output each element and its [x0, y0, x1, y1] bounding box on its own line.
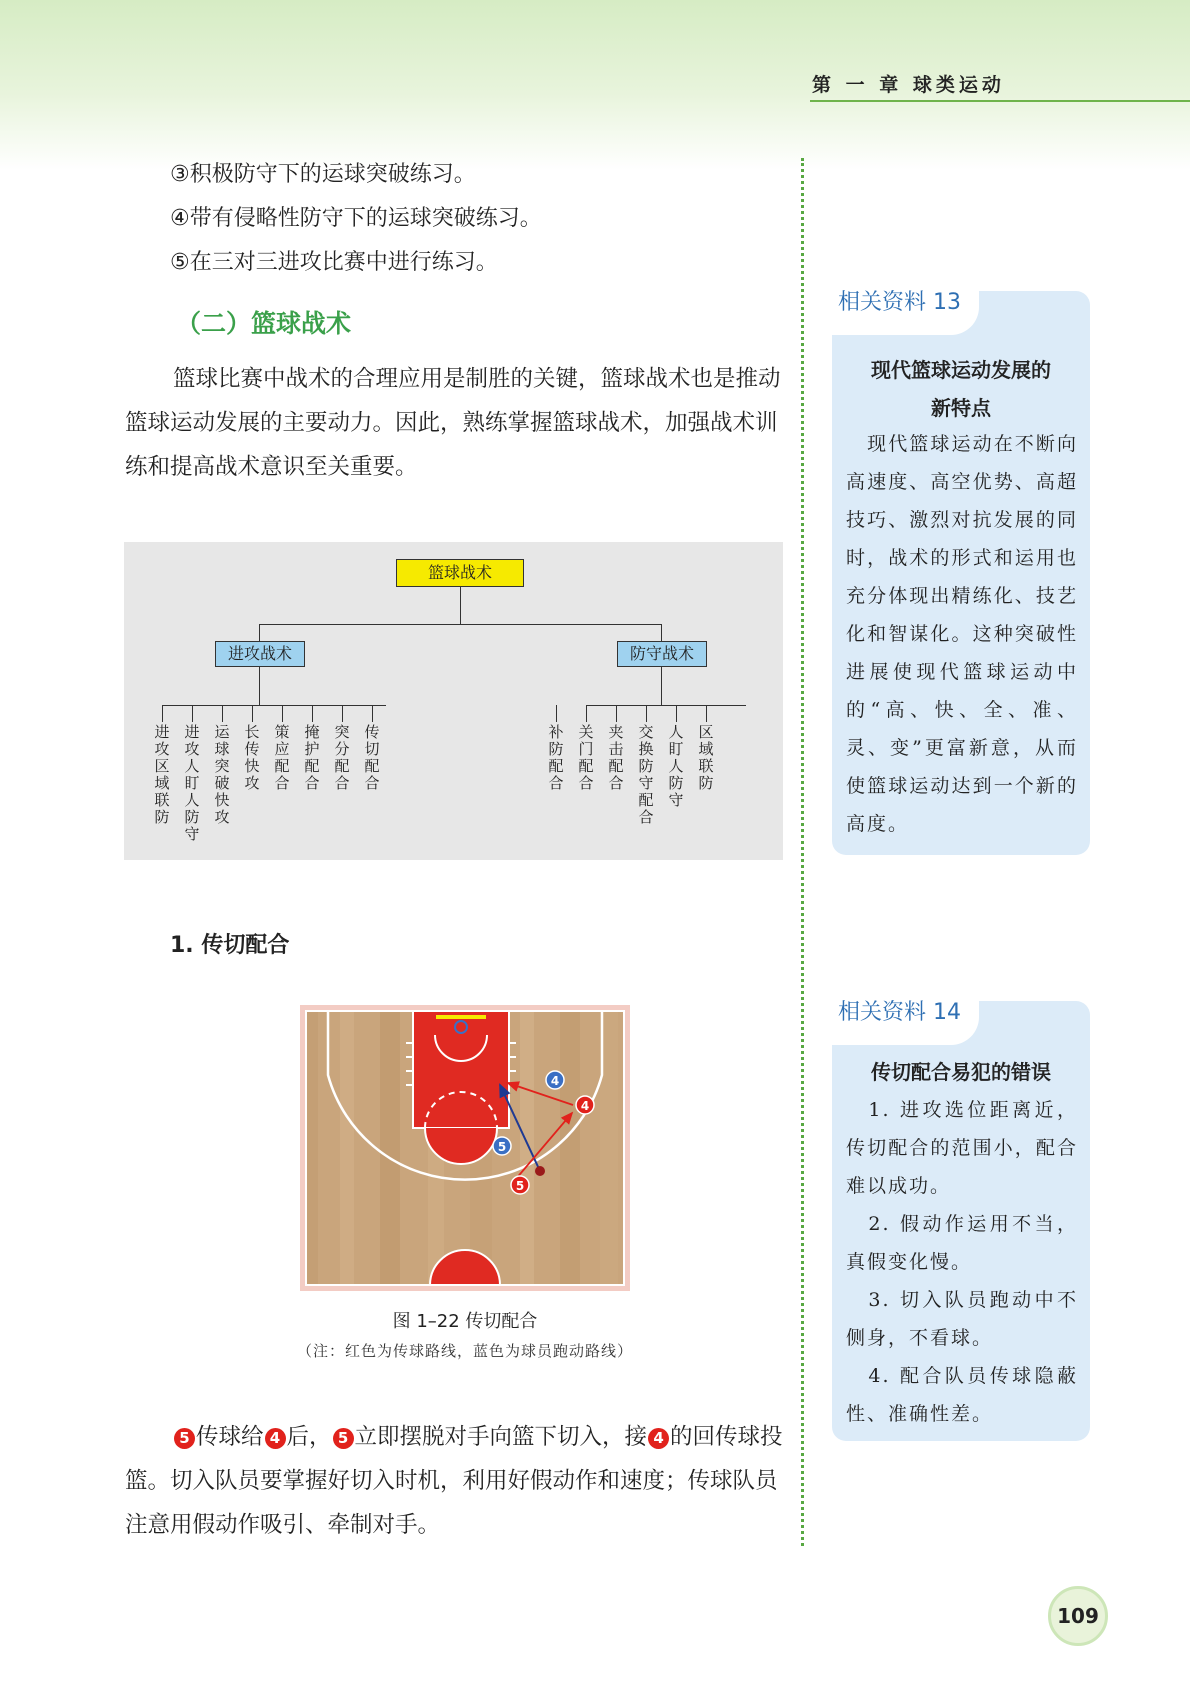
sidebar-title-14: 传切配合易犯的错误 [871, 1060, 1051, 1084]
connector [162, 705, 163, 722]
connector [372, 705, 373, 722]
connector [259, 667, 260, 705]
list-item: 4. 配合队员传球隐蔽性、准确性差。 [846, 1365, 1078, 1425]
sidebar-title-13: 现代篮球运动发展的 [871, 358, 1051, 382]
connector [222, 705, 223, 722]
list-item: ⑤在三对三进攻比赛中进行练习。 [170, 250, 498, 275]
svg-text:4: 4 [550, 1074, 560, 1088]
defense-leaf: 补 防 配 合 [548, 723, 564, 792]
defense-leaf: 区 域 联 防 [698, 723, 714, 792]
connector [676, 705, 677, 722]
connector [342, 705, 343, 722]
tree-root-node: 篮球战术 [396, 559, 524, 587]
player-4-badge: 4 [265, 1428, 286, 1449]
sidebar-title-13-line2: 新特点 [931, 396, 991, 420]
connector [162, 705, 386, 706]
connector [616, 705, 617, 722]
connector [586, 705, 587, 722]
tree-defense-node: 防守战术 [617, 641, 707, 667]
player-4-badge: 4 [648, 1428, 669, 1449]
player-red-4 [576, 1096, 594, 1114]
list-item: 2. 假动作运用不当，真假变化慢。 [846, 1213, 1078, 1273]
connector [556, 705, 557, 722]
connector [259, 624, 662, 625]
court-svg [300, 1005, 630, 1291]
ball [535, 1166, 545, 1176]
connector [259, 624, 260, 641]
offense-leaf: 进 攻 区 域 联 防 [154, 723, 170, 826]
offense-leaf: 运 球 突 破 快 攻 [214, 723, 230, 826]
connector [460, 587, 461, 624]
sidebar-text-13: 现代篮球运动在不断向高速度、高空优势、高超技巧、激烈对抗发展的同时，战术的形式和运用也充分体现出精练化、技艺化和智谋化。这种突破性进展使现代篮球运动中的“高、快、全、准、灵、变”更富新意，从而使篮球运动达到一个新的高度。 [846, 433, 1078, 835]
connector [192, 705, 193, 722]
chapter-header: 第 一 章 球类运动 [812, 74, 1005, 96]
connector [706, 705, 707, 722]
svg-text:4: 4 [580, 1099, 590, 1113]
bottom-paragraph: 5 传球给 4 后， 5 立即摆脱对手向篮下切入，接 4 的回传球投篮。切入队员要掌握好切入时机，利用好假动作和速度；传球队员注意用假动作吸引、牵制对手。 [125, 1424, 783, 1538]
intro-paragraph: 篮球比赛中战术的合理应用是制胜的关键，篮球战术也是推动篮球运动发展的主要动力。因此，熟练掌握篮球战术，加强战术训练和提高战术意识至关重要。 [125, 366, 781, 480]
defense-leaf: 人 盯 人 防 守 [668, 723, 684, 809]
list-item: 3. 切入队员跑动中不侧身，不看球。 [846, 1289, 1078, 1349]
player-blue-4 [546, 1071, 564, 1089]
list-item: ③积极防守下的运球突破练习。 [170, 162, 476, 187]
tactics-tree-diagram [124, 542, 783, 860]
list-item: 1. 进攻选位距离近，传切配合的范围小，配合难以成功。 [846, 1099, 1078, 1197]
defense-leaf: 夹 击 配 合 [608, 723, 624, 792]
offense-leaf: 突 分 配 合 [334, 723, 350, 792]
offense-leaf: 策 应 配 合 [274, 723, 290, 792]
player-5-badge: 5 [174, 1428, 195, 1449]
column-divider [801, 158, 804, 1546]
header-band [0, 0, 1190, 170]
offense-leaf: 传 切 配 合 [364, 723, 380, 792]
sidebar-box-13 [832, 291, 1090, 855]
player-blue-5 [493, 1137, 511, 1155]
svg-text:5: 5 [515, 1179, 525, 1193]
subsection-title: 1. 传切配合 [170, 933, 290, 958]
offense-leaf: 进 攻 人 盯 人 防 守 [184, 723, 200, 843]
figure-caption: 图 1–22 传切配合 [392, 1311, 538, 1332]
header-rule [810, 100, 1190, 102]
figure-note: （注：红色为传球路线，蓝色为球员跑动路线） [296, 1342, 633, 1360]
player-5-badge: 5 [333, 1428, 354, 1449]
svg-text:5: 5 [497, 1140, 507, 1154]
sidebar-tab-13: 相关资料 13 [828, 275, 979, 335]
offense-leaf: 长 传 快 攻 [244, 723, 260, 792]
sidebar-box-14 [832, 1001, 1090, 1441]
connector [252, 705, 253, 722]
connector [661, 624, 662, 641]
court-figure [300, 1005, 630, 1291]
list-item: ④带有侵略性防守下的运球突破练习。 [170, 206, 542, 231]
connector [312, 705, 313, 722]
page-number: 109 [1048, 1586, 1108, 1646]
defense-leaf: 交 换 防 守 配 合 [638, 723, 654, 826]
offense-leaf: 掩 护 配 合 [304, 723, 320, 792]
connector [282, 705, 283, 722]
connector [646, 705, 647, 722]
tree-offense-node: 进攻战术 [215, 641, 305, 667]
sidebar-tab-14: 相关资料 14 [828, 985, 979, 1045]
paint-area [413, 1011, 509, 1128]
connector [661, 667, 662, 705]
player-red-5 [511, 1176, 529, 1194]
section-title: （二）篮球战术 [176, 309, 352, 338]
defense-leaf: 关 门 配 合 [578, 723, 594, 792]
connector [586, 705, 746, 706]
sidebar-list-14 [846, 1091, 1078, 1433]
